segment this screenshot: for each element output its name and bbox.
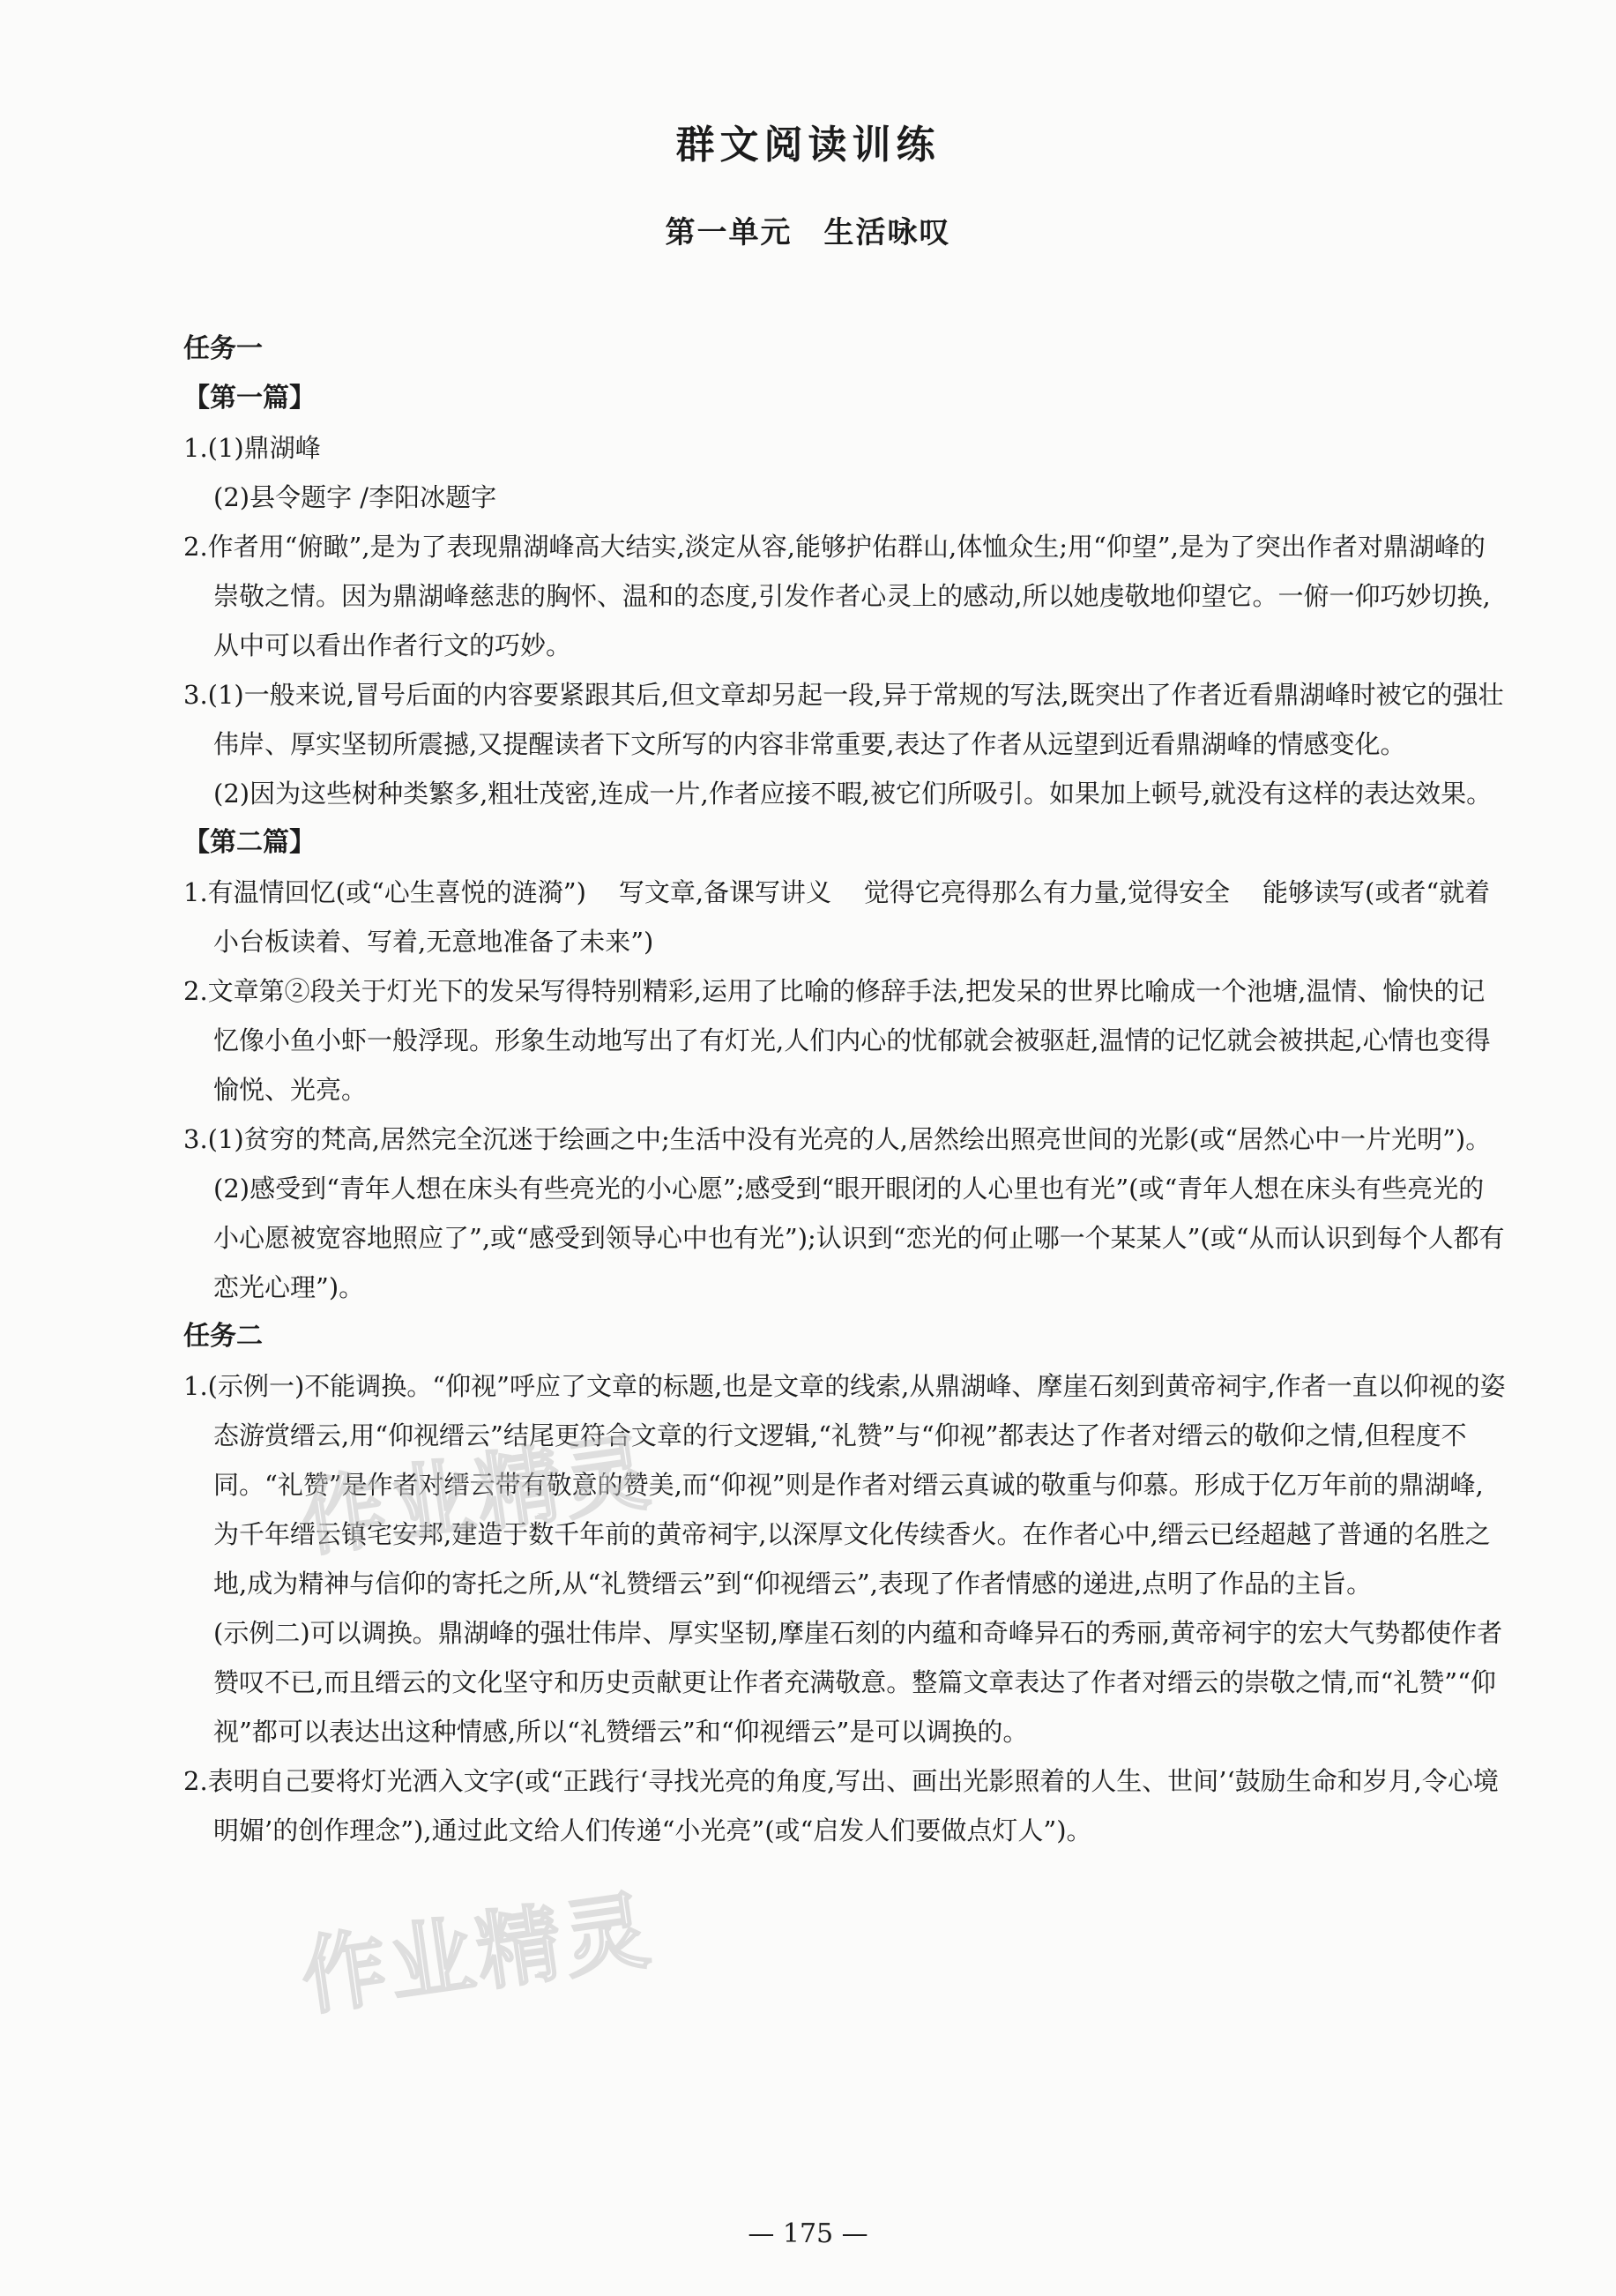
watermark: 作业精灵 bbox=[295, 1421, 659, 1569]
page-title: 群文阅读训练 bbox=[675, 123, 941, 168]
answer-item: 2.作者用“俯瞰”,是为了表现鼎湖峰高大结实,淡定从容,能够护佑群山,体恤众生;用“仰望”,是为了突出作者对鼎湖峰的崇敬之情。因为鼎湖峰慈悲的胸怀、温和的态度,引发作者心灵上的感动,所以她虔敬地仰望它。一俯一仰巧妙切换,从中可以看出作者行文的巧妙。 bbox=[183, 532, 1491, 660]
answer-item: 1.(示例一)不能调换。“仰视”呼应了文章的标题,也是文章的线索,从鼎湖峰、摩崖石刻到黄帝祠宇,作者一直以仰视的姿态游赏缙云,用“仰视缙云”结尾更符合文章的行文逻辑,“礼赞”与“仰视”都表达了作者对缙云的敬仰之情,但程度不同。“礼赞”是作者对缙云带有敬意的赞美,而“仰视”则是作者对缙云真诚的敬重与仰慕。形成于亿万年前的鼎湖峰,为千年缙云镇宅安邦,建造于数千年前的黄帝祠宇,以深厚文化传续香火。在作者心中,缙云已经超越了普通的名胜之地,成为精神与信仰的寄托之所,从“礼赞缙云”到“仰视缙云”,表现了作者情感的递进,点明了作品的主旨。 bbox=[183, 1371, 1506, 1599]
answer-subitem: (2)感受到“青年人想在床头有些亮光的小心愿”;感受到“眼开眼闭的人心里也有光”(或“青年人想在床头有些亮光的小心愿被宽容地照应了”,或“感受到领导心中也有光”);认识到“恋光的何止哪一个某某人”(或“从而认识到每个人都有恋光心理”)。 bbox=[213, 1174, 1505, 1302]
section-heading: 【第二篇】 bbox=[183, 827, 316, 858]
task-heading: 任务一 bbox=[183, 333, 263, 364]
answer-item: 3.(1)一般来说,冒号后面的内容要紧跟其后,但文章却另起一段,异于常规的写法,既突出了作者近看鼎湖峰时被它的强壮伟岸、厚实坚韧所震撼,又提醒读者下文所写的内容非常重要,表达了作者从远望到近看鼎湖峰的情感变化。 bbox=[183, 680, 1504, 759]
page-number: — 175 — bbox=[748, 2218, 868, 2249]
task-heading: 任务二 bbox=[183, 1321, 263, 1352]
answer-blank: 有温情回忆(或“心生喜悦的涟漪”) bbox=[207, 877, 586, 907]
answer-item: 1.(1)鼎湖峰 bbox=[183, 433, 321, 463]
answer-item: 2.文章第②段关于灯光下的发呆写得特别精彩,运用了比喻的修辞手法,把发呆的世界比喻成一个池塘,温情、愉快的记忆像小鱼小虾一般浮现。形象生动地写出了有灯光,人们内心的忧郁就会被驱赶,温情的记忆就会被拱起,心情也变得愉悦、光亮。 bbox=[183, 976, 1491, 1105]
answer-item: 2.表明自己要将灯光洒入文字(或“正践行‘寻找光亮的角度,写出、画出光影照着的人生、世间’‘鼓励生命和岁月,令心境明媚’的创作理念”),通过此文给人们传递“小光亮”(或“启发人们要做点灯人”)。 bbox=[183, 1766, 1499, 1845]
watermark: 作业精灵 bbox=[295, 1880, 659, 2028]
answer-blank: 写文章,备课写讲义 bbox=[618, 877, 832, 907]
answer-blank: 能够读写(或者“就着小台板读着、写着,无意地准备了未来”) bbox=[213, 877, 1491, 957]
unit-heading: 第一单元 生活咏叹 bbox=[665, 215, 951, 250]
answer-item bbox=[183, 868, 1506, 966]
item-number: 1. bbox=[183, 877, 208, 907]
answer-blank: 觉得它亮得那么有力量,觉得安全 bbox=[863, 877, 1231, 907]
section-heading: 【第一篇】 bbox=[183, 383, 316, 414]
answer-content bbox=[183, 324, 1506, 1855]
answer-subitem: (2)因为这些树种类繁多,粗壮茂密,连成一片,作者应接不暇,被它们所吸引。如果加上顿号,就没有这样的表达效果。 bbox=[213, 779, 1493, 809]
answer-subitem: (2)县令题字 /李阳冰题字 bbox=[213, 482, 497, 512]
answer-item: 3.(1)贫穷的梵高,居然完全沉迷于绘画之中;生活中没有光亮的人,居然绘出照亮世间的光影(或“居然心中一片光明”)。 bbox=[183, 1124, 1492, 1154]
answer-subitem: (示例二)可以调换。鼎湖峰的强壮伟岸、厚实坚韧,摩崖石刻的内蕴和奇峰异石的秀丽,黄帝祠宇的宏大气势都使作者赞叹不已,而且缙云的文化坚守和历史贡献更让作者充满敬意。整篇文章表达了作者对缙云的崇敬之情,而“礼赞”“仰视”都可以表达出这种情感,所以“礼赞缙云”和“仰视缙云”是可以调换的。 bbox=[213, 1618, 1503, 1747]
